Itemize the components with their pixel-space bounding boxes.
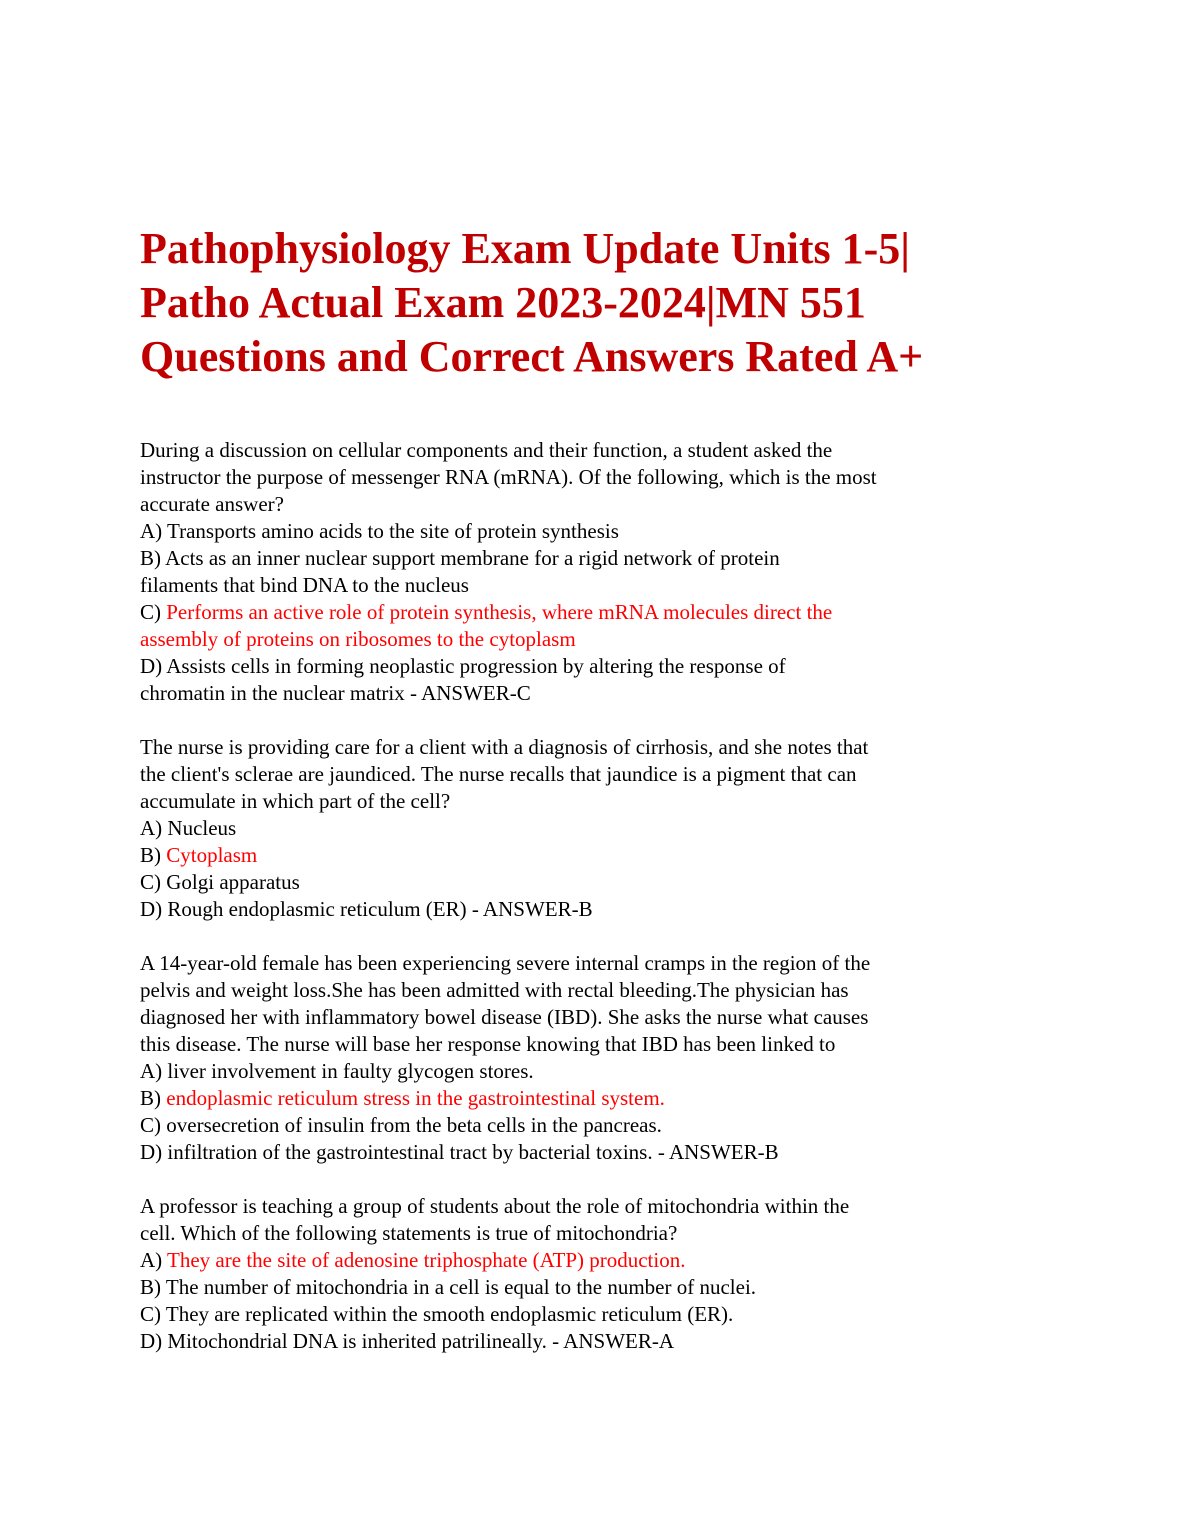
question-stem-line: diagnosed her with inflammatory bowel disease (IBD). She asks the nurse what causes	[140, 1005, 869, 1029]
question-1	[140, 437, 1040, 707]
title-line: Questions and Correct Answers Rated A+	[140, 332, 924, 381]
question-stem-line: During a discussion on cellular components and their function, a student asked the	[140, 438, 833, 462]
option-b	[140, 842, 1040, 869]
option-c: C) Golgi apparatus	[140, 870, 300, 894]
question-stem-line: cell. Which of the following statements is true of mitochondria?	[140, 1221, 678, 1245]
option-c: C) oversecretion of insulin from the beta cells in the pancreas.	[140, 1113, 662, 1137]
option-d: D) Assists cells in forming neoplastic progression by altering the response of	[140, 654, 786, 678]
option-b: B) The number of mitochondria in a cell is equal to the number of nuclei.	[140, 1275, 757, 1299]
question-stem-line: A 14-year-old female has been experiencing severe internal cramps in the region of the	[140, 951, 871, 975]
option-a	[140, 1247, 1040, 1274]
correct-answer-text: endoplasmic reticulum stress in the gastrointestinal system.	[166, 1086, 665, 1110]
correct-answer-text: They are the site of adenosine triphosphate (ATP) production.	[167, 1248, 686, 1272]
option-prefix: C)	[140, 600, 167, 624]
option-prefix: B)	[140, 843, 167, 867]
option-b-continued: filaments that bind DNA to the nucleus	[140, 573, 469, 597]
question-stem-line: The nurse is providing care for a client with a diagnosis of cirrhosis, and she notes that	[140, 735, 869, 759]
question-list	[140, 437, 1040, 1382]
option-d-continued-answer-key: chromatin in the nuclear matrix - ANSWER-C	[140, 681, 531, 705]
correct-answer-text: Performs an active role of protein synthesis, where mRNA molecules direct the	[166, 600, 833, 624]
option-d-answer-key: D) Rough endoplasmic reticulum (ER) - ANSWER-B	[140, 897, 593, 921]
title-line: Patho Actual Exam 2023-2024|MN 551	[140, 278, 866, 327]
option-a: A) liver involvement in faulty glycogen stores.	[140, 1059, 534, 1083]
correct-answer-text: Cytoplasm	[166, 843, 258, 867]
option-d-answer-key: D) infiltration of the gastrointestinal tract by bacterial toxins. - ANSWER-B	[140, 1140, 779, 1164]
question-stem-line: accurate answer?	[140, 492, 284, 516]
option-prefix: A)	[140, 1248, 168, 1272]
option-a: A) Nucleus	[140, 816, 237, 840]
option-d-answer-key: D) Mitochondrial DNA is inherited patrilineally. - ANSWER-A	[140, 1329, 675, 1353]
question-2	[140, 734, 1040, 923]
question-stem-line: instructor the purpose of messenger RNA (mRNA). Of the following, which is the most	[140, 465, 877, 489]
document-title	[140, 222, 1100, 384]
option-a: A) Transports amino acids to the site of protein synthesis	[140, 519, 619, 543]
question-stem-line: this disease. The nurse will base her response knowing that IBD has been linked to	[140, 1032, 836, 1056]
question-stem-line: the client's sclerae are jaundiced. The nurse recalls that jaundice is a pigment that can	[140, 762, 857, 786]
option-c	[140, 599, 1040, 626]
option-c: C) They are replicated within the smooth endoplasmic reticulum (ER).	[140, 1302, 734, 1326]
option-b	[140, 1085, 1040, 1112]
question-3	[140, 950, 1040, 1166]
question-4	[140, 1193, 1040, 1355]
question-stem-line: A professor is teaching a group of students about the role of mitochondria within the	[140, 1194, 850, 1218]
correct-answer-text-continued: assembly of proteins on ribosomes to the cytoplasm	[140, 627, 576, 651]
question-stem-line: pelvis and weight loss.She has been admitted with rectal bleeding.The physician has	[140, 978, 849, 1002]
title-line: Pathophysiology Exam Update Units 1-5|	[140, 224, 910, 273]
option-b: B) Acts as an inner nuclear support membrane for a rigid network of protein	[140, 546, 780, 570]
question-stem-line: accumulate in which part of the cell?	[140, 789, 451, 813]
option-prefix: B)	[140, 1086, 167, 1110]
